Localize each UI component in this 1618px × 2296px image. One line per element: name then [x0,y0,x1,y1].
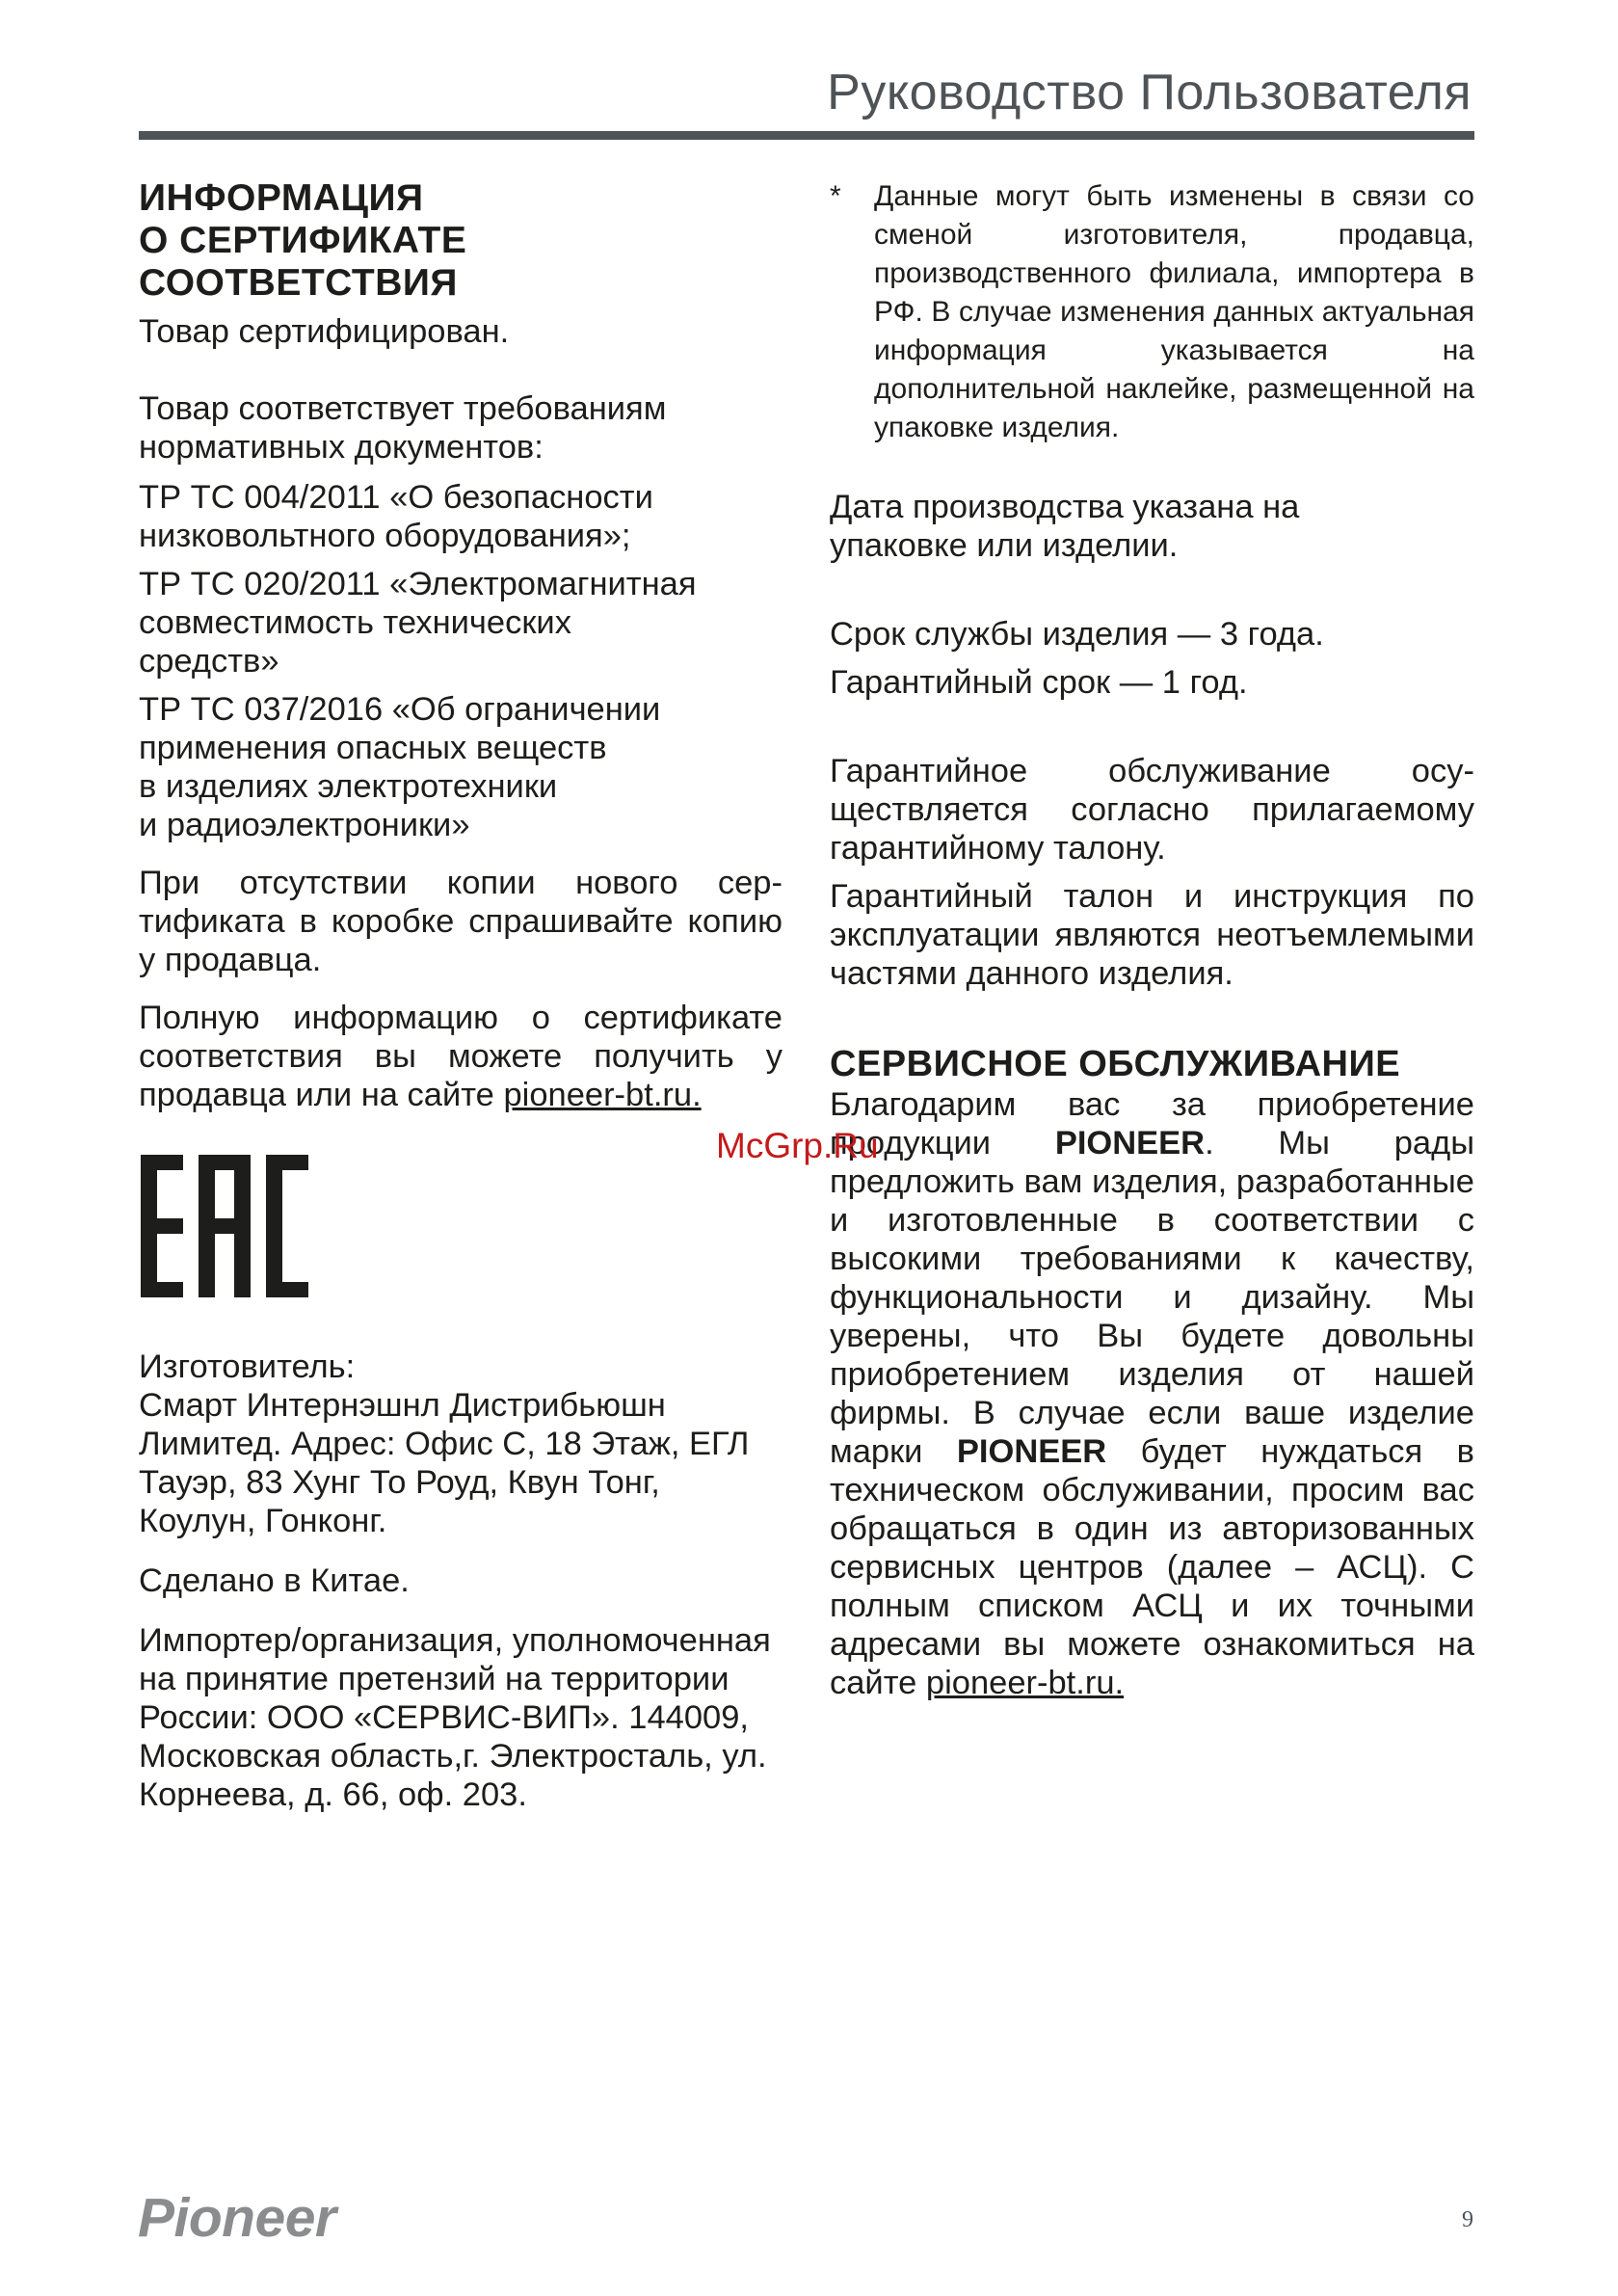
right-column [830,177,1474,1702]
watermark: McGrp.Ru [716,1126,879,1165]
text-line: в изделиях электротехники [139,768,558,805]
standard-item [139,690,782,844]
certified-text: Товар сертифицирован. [139,313,510,350]
text-line: нормативных документов: [139,429,544,466]
service-heading: СЕРВИСНОЕ ОБСЛУЖИВАНИЕ [830,1044,1401,1084]
service-text-part: Благодарим вас за приобретение продукции [830,1086,1474,1161]
eac-mark [141,1155,782,1297]
service-text [830,1085,1474,1702]
service-life-text: Срок службы изделия — 3 года. [830,616,1324,653]
footnote-text: Данные могут быть изменены в связи со сменой изготовителя, продавца, производственного филиала, импортера в РФ. В случае изменения данных актуальная информация указывается на дополнительной наклейке, размещенной на упаковке изделия. [874,180,1474,443]
heading-line: СООТВЕТСТВИЯ [139,262,458,304]
page-header-title: Руководство Пользователя [827,65,1472,120]
text-line: ТР ТС 037/2016 «Об ограничении [139,691,661,728]
service-text-part: будет нуждаться в техническом обслуживании, просим вас обращаться в один из авторизованных сервисных центров (далее – АСЦ). С полным списком АСЦ и их точными адресами вы можете ознакомиться на сайте [830,1433,1474,1701]
site-link[interactable]: pioneer-bt.ru. [503,1077,702,1113]
text-line: и радиоэлектроники» [139,807,470,843]
site-link[interactable]: pioneer-bt.ru. [925,1665,1125,1701]
text-line: Товар соответствует требованиям [139,390,667,427]
text-line: низковольтного оборудования»; [139,518,631,554]
made-in-text: Сделано в Китае. [139,1562,410,1599]
heading-line: ИНФОРМАЦИЯ [139,177,424,219]
text-line: совместимость технических [139,604,571,641]
left-column [139,177,782,1824]
text-line: ТР ТС 020/2011 «Электромагнитная [139,566,697,602]
certificate-heading [139,177,782,305]
full-info-text [139,999,782,1114]
page-number: 9 [1462,2207,1473,2232]
footnote [830,177,1474,447]
service-text-part: . Мы рады предложить вам изделия, разработанные и изготовленные в соответствии с высокими требованиями к качеству, функциональности и дизайну. Мы уверены, что Вы будете довольны приобретением изделия от нашей фирмы. В случае если ваше изделие марки [830,1125,1474,1470]
standard-item [139,565,782,681]
brand-name: PIONEER [1054,1125,1206,1161]
eac-letter-c [266,1155,308,1297]
manufacturer-text: Смарт Интернэшнл Дистрибьюшн Лимитед. Адрес: Офис С, 18 Этаж, ЕГЛ Тауэр, 83 Хунг То Роуд, Квун Тонг, Коулун, Гонконг. [139,1387,750,1539]
pioneer-logo: Pioneer [138,2187,336,2249]
eac-letter-a [199,1155,251,1297]
copy-note: При отсутствии копии нового сертификата в коробке спрашивайте копию у продавца. [139,865,782,978]
requirements-intro [139,389,782,467]
warranty-period-text: Гарантийный срок — 1 год. [830,664,1248,701]
text-line: применения опасных веществ [139,730,607,766]
asterisk-icon: * [830,180,841,212]
warranty-docs-text: Гарантийный талон и инструкция по эксплуатации являются неотъемлемыми частями данного изделия. [830,878,1474,992]
heading-line: О СЕРТИФИКАТЕ [139,220,467,261]
manufacturer-label: Изготовитель: [139,1348,356,1385]
header-divider [139,131,1474,140]
eac-letter-e [141,1155,183,1297]
text-line: ТР ТС 004/2011 «О безопасности [139,479,653,516]
production-date-text: Дата производства указана на упаковке или изделии. [830,489,1300,564]
brand-name: PIONEER [956,1433,1107,1470]
warranty-service-text: Гарантийное обслуживание осуществляется согласно прилагаемому гарантийному талону. [830,753,1474,867]
full-info-body: Полную информацию о сертификате соответствия вы можете получить у продавца или на сайте [139,1000,782,1113]
text-line: средств» [139,643,279,680]
standard-item [139,478,782,555]
importer-text: Импортер/организация, уполномоченная на принятие претензий на территории России: ООО «СЕРВИС-ВИП». 144009, Московская область,г. Электросталь, ул. Корнеева, д. 66, оф. 203. [139,1622,771,1813]
